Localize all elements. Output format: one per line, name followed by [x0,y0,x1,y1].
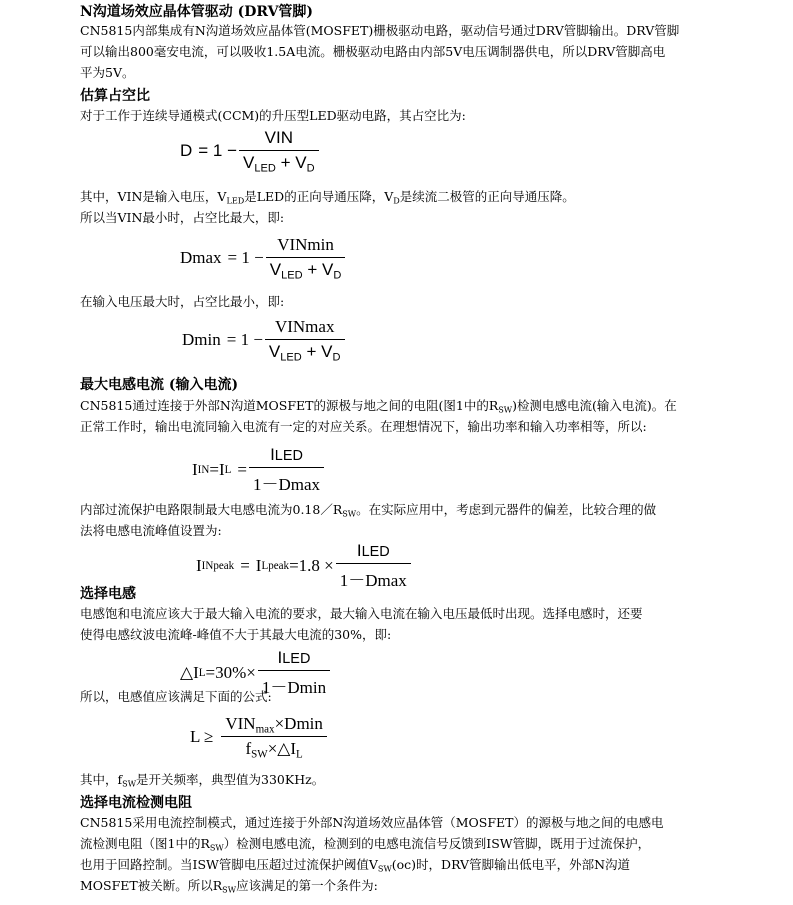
eq3-op: = 1 − [226,329,263,349]
equation-dmax [180,235,347,280]
paragraph-inductor-line-3: 所以，电感值应该满足下面的公式: [80,689,272,704]
equation-dmin [182,317,347,362]
equation-duty-cycle [180,128,321,173]
eq1-numerator: VIN [264,128,293,147]
paragraph-duty-max-note: 所以当VIN最小时，占空比最大，即: [80,210,285,225]
eq3-fraction [265,317,345,362]
paragraph-drv-line-3: 平为5V。 [80,65,135,80]
eq5-denominator: 1－Dmax [339,571,407,590]
eq4-fraction [249,445,324,495]
paragraph-current-line-3: 内部过流保护电路限制最大电感电流为$0.18/R_{SW}$。在实际应用中，考虑到元器件的偏差，比较合理的做 [80,502,657,519]
eq6-numerator: ILED [277,648,311,667]
paragraph-sense-line-3: 也用于回路控制。当ISW管脚电压超过过流保护阈值$V_{SW}(oc)$时，DRV管脚输出低电平，外部N沟道 [80,857,631,874]
equation-ripple-current: △I L =30%× $\frac{\text{ILED}}{1-Dmin}$ [180,648,332,698]
eq5-fraction [336,541,411,591]
paragraph-duty-where: 其中，VIN是输入电压，$V_{LED}$是LED的正向导通压降，$V_D$是续流二极管的正向导通压降。 [80,189,575,206]
eq2-denominator: $V_{LED} + V_D$ [269,260,342,282]
eq4-denominator: 1－Dmax [252,475,320,494]
heading-drv-driver: N沟道场效应晶体管驱动 (DRV管脚) [80,4,314,20]
eq2-fraction [266,235,346,280]
eq7-numerator: $VIN_{max}\times Dmin$ [225,714,323,736]
paragraph-sense-line-4: MOSFET被关断。所以$R_{SW}$应该满足的第一个条件为: [80,878,378,895]
paragraph-current-line-1: CN5815通过连接于外部N沟道MOSFET的源极与地之间的电阻(图1中的$R_{SW}$)检测电感电流(输入电流)。在 [80,398,677,415]
paragraph-current-line-4: 法将电感电流峰值设置为: [80,523,222,538]
eq1-denominator: $V_{LED} + V_D$ [243,153,315,175]
eq7-fraction [221,714,327,759]
equation-peak-current: I INpeak = I Lpeak =1.8 × $\frac{\text{ILED}}{1-Dmax}$ [196,541,413,591]
equation-inductance: L ≥ $\frac{VIN_{max}\times Dmin}{f_{SW}\times\triangle I_L}$ [190,714,329,759]
eq3-denominator: $V_{LED} + V_D$ [268,342,341,364]
eq2-numerator: VINmin [277,235,334,254]
paragraph-sense-line-2: 流检测电阻（图1中的$R_{SW}$）检测电感电流，检测到的电感电流信号反馈到ISW管脚，既用于过流保护， [80,836,651,853]
heading-max-inductor-current: 最大电感电流 (输入电流) [80,377,239,393]
equation-input-current: I IN = I L = $\frac{\text{ILED}}{1-Dmax}$ [192,445,326,495]
paragraph-drv-line-2: 可以输出800毫安电流，可以吸收1.5A电流。栅极驱动电路由内部5V电压调制器供电，所以DRV管脚高电 [80,44,666,59]
eq6-denominator: 1－Dmin [261,678,327,697]
eq1-lhs: D [180,140,193,160]
eq4-numerator: ILED [270,445,303,464]
paragraph-drv-line-1: CN5815内部集成有N沟道场效应晶体管(MOSFET)栅极驱动电路，驱动信号通过DRV管脚输出。DRV管脚 [80,23,680,38]
paragraph-inductor-line-2: 使得电感纹波电流峰-峰值不大于其最大电流的30%，即: [80,627,392,642]
eq3-lhs: Dmin [182,329,221,349]
paragraph-current-line-2: 正常工作时，输出电流同输入电流有一定的对应关系。在理想情况下，输出功率和输入功率相等，所以: [80,419,647,434]
eq1-fraction [239,128,319,173]
paragraph-sense-line-1: CN5815采用电流控制模式，通过连接于外部N沟道场效应晶体管（MOSFET）的源极与地之间的电感电 [80,815,664,830]
eq2-lhs: Dmax [180,247,222,267]
eq3-numerator: VINmax [274,317,335,336]
eq2-op: = 1 − [227,247,264,267]
paragraph-inductor-line-4: 其中，$f_{SW}$是开关频率，典型值为330KHz。 [80,772,325,789]
eq1-op: = 1 − [198,140,238,160]
heading-select-sense-resistor: 选择电流检测电阻 [80,795,192,811]
paragraph-duty-intro: 对于工作于连续导通模式(CCM)的升压型LED驱动电路，其占空比为: [80,108,466,123]
paragraph-duty-min-note: 在输入电压最大时，占空比最小，即: [80,294,285,309]
heading-duty-cycle: 估算占空比 [80,88,150,104]
heading-select-inductor: 选择电感 [80,586,136,602]
eq5-numerator: ILED [356,541,390,560]
eq7-denominator: $f_{SW}\times\triangle I_L$ [245,739,303,761]
paragraph-inductor-line-1: 电感饱和电流应该大于最大输入电流的要求，最大输入电流在输入电压最低时出现。选择电感时，还要 [80,606,643,621]
